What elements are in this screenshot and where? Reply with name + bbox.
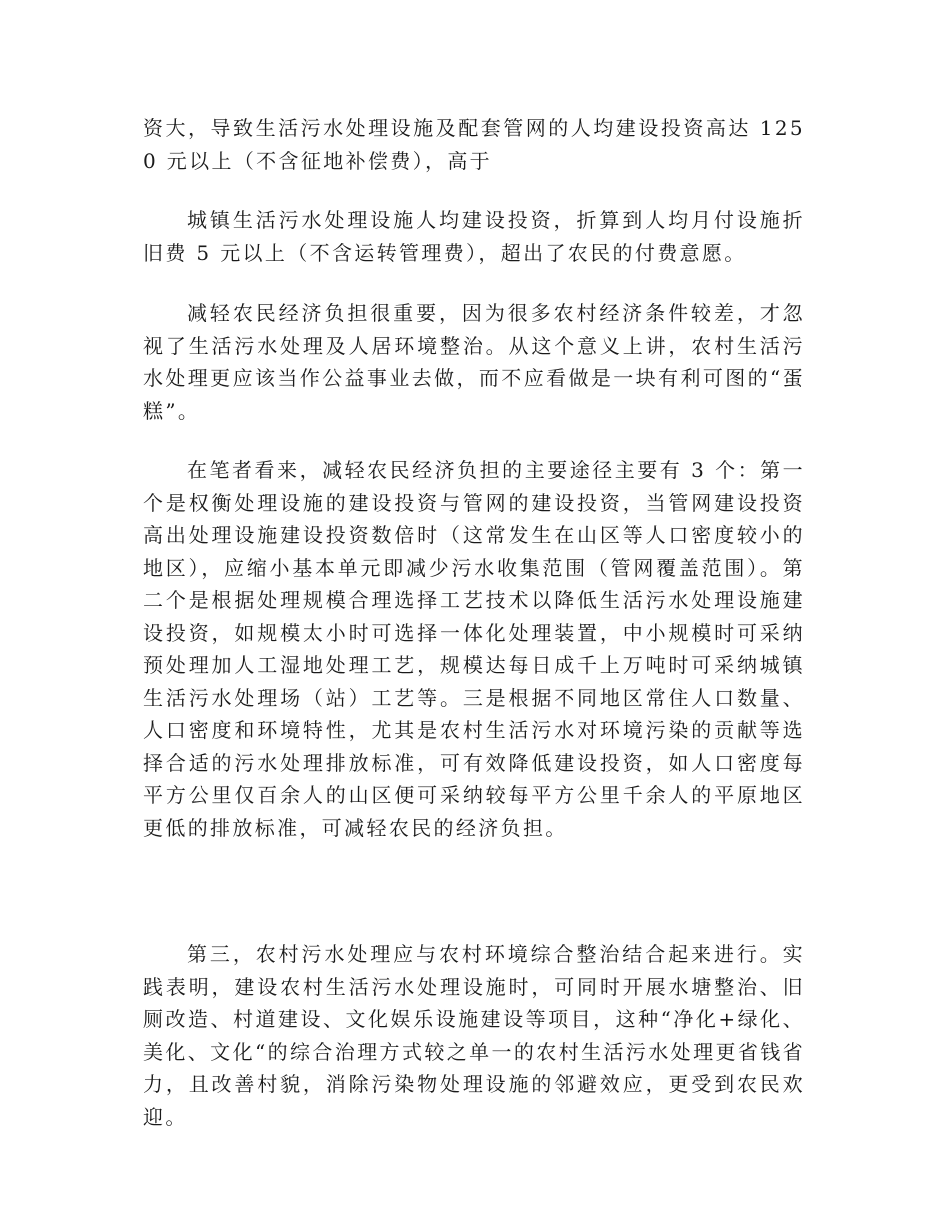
paragraph-3: 减轻农民经济负担很重要，因为很多农村经济条件较差，才忽视了生活污水处理及人居环境整治。从这个意义上讲，农村生活污水处理更应该当作公益事业去做，而不应看做是一块有利可图的“蛋糕”。 (143, 301, 805, 423)
paragraph-4: 在笔者看来，减轻农民经济负担的主要途径主要有 3 个：第一个是权衡处理设施的建设投资与管网的建设投资，当管网建设投资高出处理设施建设投资数倍时（这常发生在山区等人口密度较小的地区），应缩小基本单元即减少污水收集范围（管网覆盖范围）。第二个是根据处理规模合理选择工艺技术以降低生活污水处理设施建设投资，如规模太小时可选择一体化处理装置，中小规模时可采纳预处理加人工湿地处理工艺，规模达每日成千上万吨时可采纳城镇生活污水处理场（站）工艺等。三是根据不同地区常住人口数量、人口密度和环境特性，尤其是农村生活污水对环境污染的贡献等选择合适的污水处理排放标准，可有效降低建设投资，如人口密度每平方公里仅百余人的山区便可采纳较每平方公里千余人的平原地区更低的排放标准，可减轻农民的经济负担。 (143, 458, 805, 840)
paragraph-2: 城镇生活污水处理设施人均建设投资，折算到人均月付设施折旧费 5 元以上（不含运转管理费），超出了农民的付费意愿。 (143, 208, 805, 265)
paragraph-5: 第三，农村污水处理应与农村环境综合整治结合起来进行。实践表明，建设农村生活污水处理设施时，可同时开展水塘整治、旧厕改造、村道建设、文化娱乐设施建设等项目，这种“净化+绿化、美化、文化“的综合治理方式较之单一的农村生活污水处理更省钱省力，且改善村貌，消除污染物处理设施的邻避效应，更受到农民欢迎。 (143, 942, 805, 1129)
paragraph-1: 资大，导致生活污水处理设施及配套管网的人均建设投资高达 1250 元以上（不含征地补偿费），高于 (143, 116, 805, 173)
